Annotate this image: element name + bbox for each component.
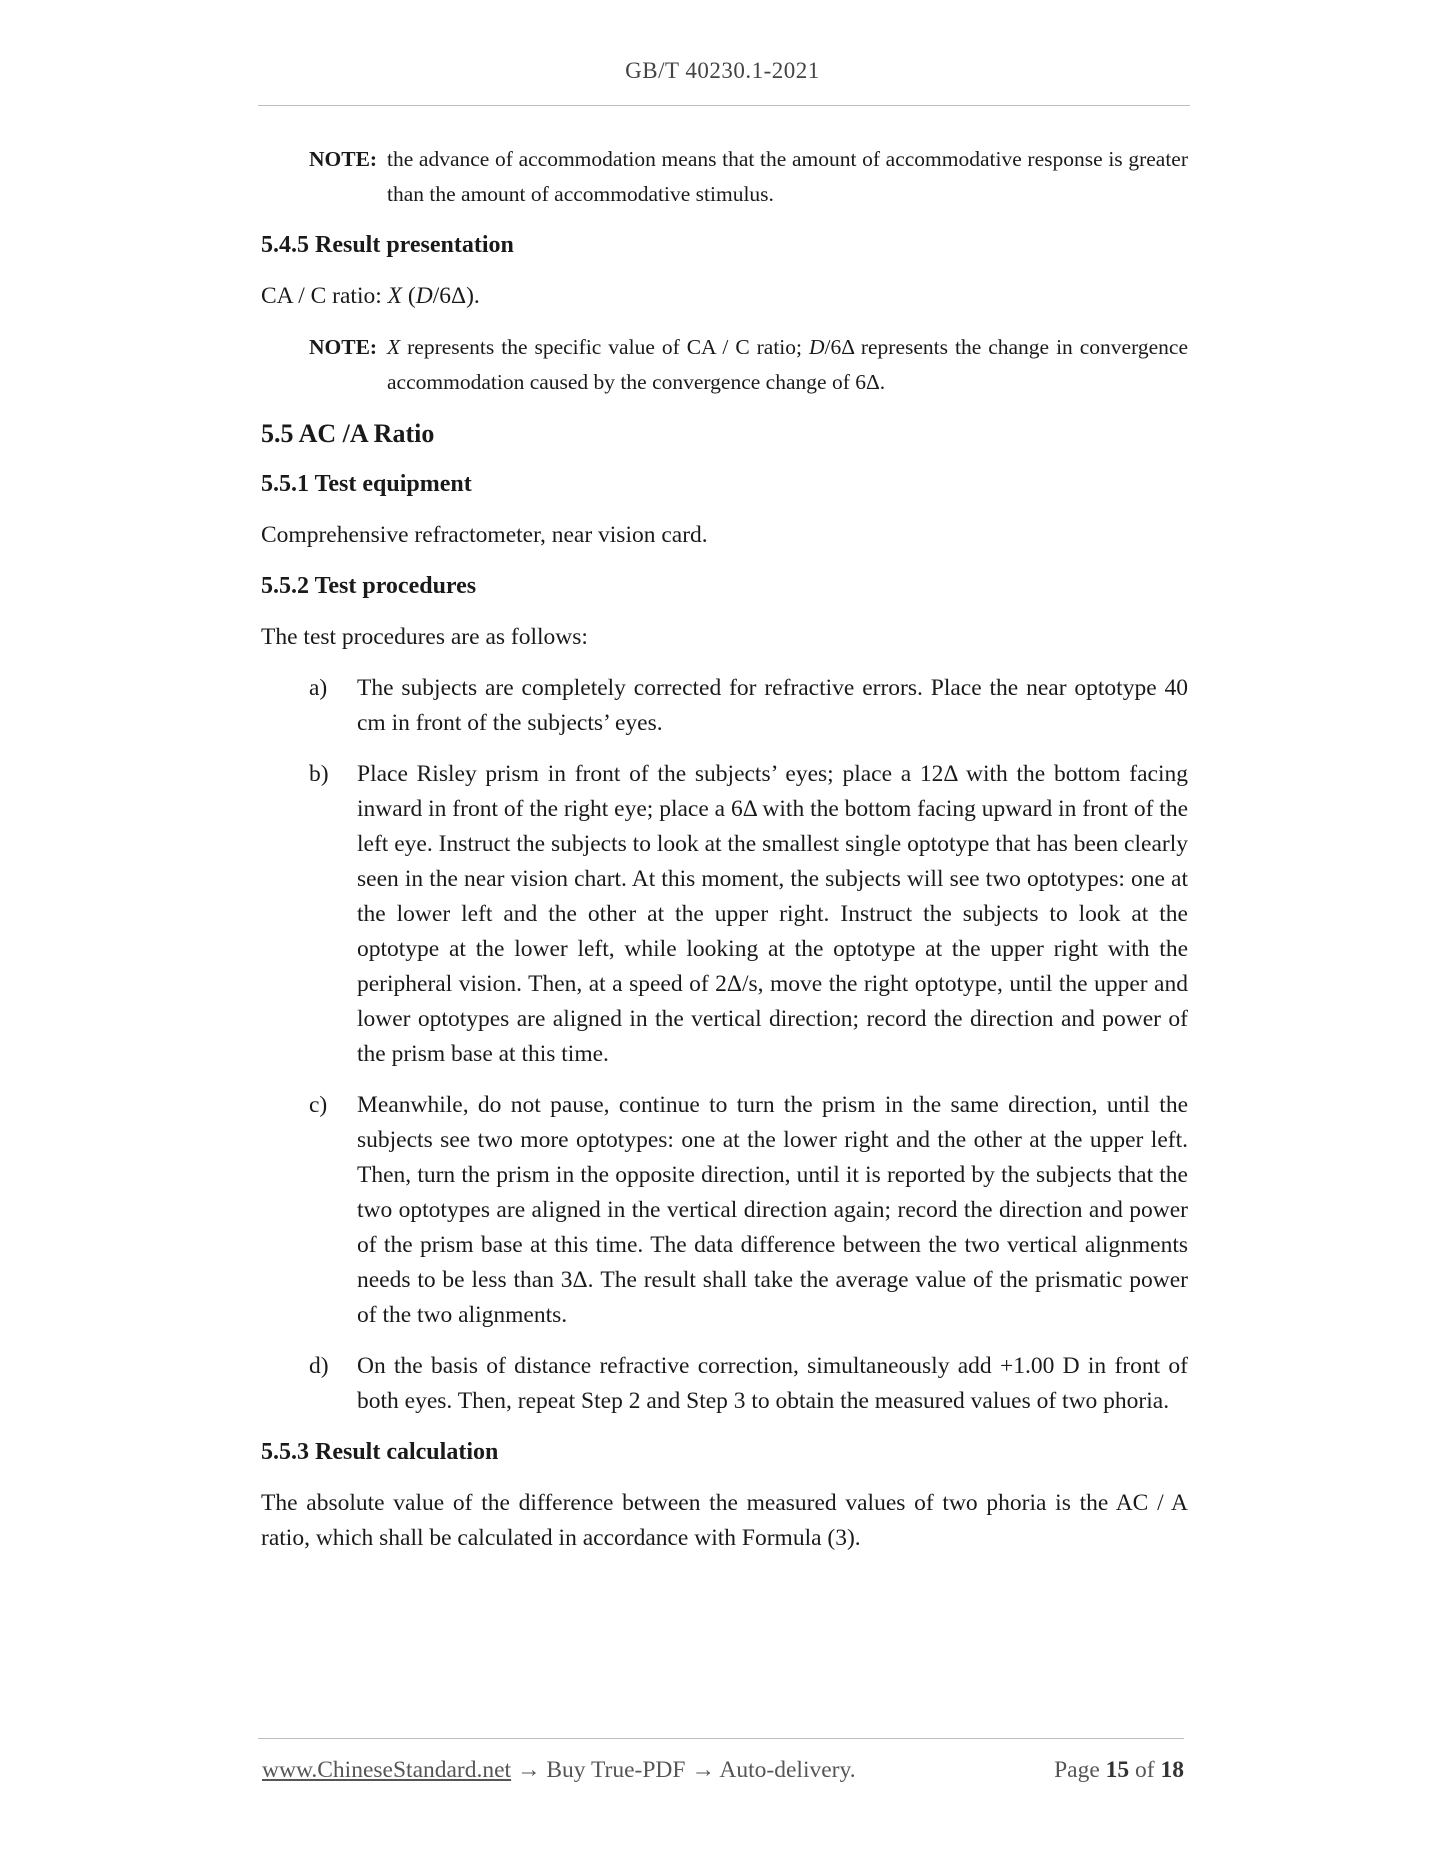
procedure-item-b bbox=[261, 757, 1188, 1072]
item-text: The subjects are completely corrected for refractive errors. Place the near optotype 40 cm in front of the subjects’ eyes. bbox=[357, 675, 1188, 736]
ca-ratio-prefix: CA / C ratio: bbox=[261, 283, 388, 309]
header-divider bbox=[258, 105, 1190, 106]
ca-ratio-open: ( bbox=[402, 283, 416, 309]
of-word: of bbox=[1129, 1757, 1161, 1783]
heading-5-5-2: 5.5.2 Test procedures bbox=[261, 573, 477, 599]
note-text: the advance of accommodation means that the amount of accommodative response is greater than the amount of accommodative stimulus. bbox=[387, 147, 1188, 206]
note-label: NOTE: bbox=[309, 147, 378, 171]
page-current: 15 bbox=[1105, 1757, 1130, 1783]
buy-text: Buy True-PDF bbox=[546, 1757, 686, 1783]
procedures-intro: The test procedures are as follows: bbox=[261, 624, 588, 650]
item-marker: d) bbox=[309, 1353, 329, 1379]
result-calculation-text: The absolute value of the difference between the measured values of two phoria is the AC / A ratio, which shall be calculated in accordance with Formula (3). bbox=[261, 1490, 1188, 1551]
note-label: NOTE: bbox=[309, 335, 378, 359]
page-indicator bbox=[1054, 1757, 1184, 1784]
procedure-item-c bbox=[261, 1088, 1188, 1333]
test-equipment-text: Comprehensive refractometer, near vision card. bbox=[261, 522, 708, 548]
page-total: 18 bbox=[1160, 1757, 1184, 1783]
item-text: On the basis of distance refractive correction, simultaneously add +1.00 D in front of both eyes. Then, repeat Step 2 and Step 3 to obtain the measured values of two phoria. bbox=[357, 1353, 1188, 1414]
item-marker: a) bbox=[309, 675, 328, 701]
procedure-item-d bbox=[261, 1349, 1188, 1419]
heading-5-4-5: 5.4.5 Result presentation bbox=[261, 232, 514, 258]
note-text-1: represents the specific value of CA / C ratio; bbox=[400, 335, 809, 359]
page-word: Page bbox=[1054, 1757, 1106, 1783]
ca-ratio-unit: /6Δ). bbox=[432, 283, 480, 309]
site-link[interactable]: www.ChineseStandard.net bbox=[262, 1757, 512, 1783]
item-text: Place Risley prism in front of the subjects’ eyes; place a 12Δ with the bottom facing inward in front of the right eye; place a 6Δ with the bottom facing upward in front of the left eye. Instruct the subjects to look at the smallest single optotype that has been clearly seen in the near vision chart. At this moment, the subjects will see two optotypes: one at the lower left and the other at the upper right. Instruct the subjects to look at the optotype at the lower left, while looking at the optotype at the upper right with the peripheral vision. Then, at a speed of 2Δ/s, move the right optotype, until the upper and lower optotypes are aligned in the vertical direction; record the direction and power of the prism base at this time. bbox=[357, 761, 1188, 1067]
arrow-1: → bbox=[511, 1757, 547, 1783]
ca-ratio-line bbox=[261, 279, 1188, 314]
note-var-d: D bbox=[808, 335, 825, 359]
heading-5-5-3: 5.5.3 Result calculation bbox=[261, 1439, 499, 1465]
ca-ratio-var-x: X bbox=[387, 283, 403, 309]
footer-promo bbox=[262, 1757, 856, 1784]
delivery-text: Auto-delivery. bbox=[719, 1757, 856, 1783]
ca-ratio-var-d: D bbox=[415, 283, 433, 309]
page-header: GB/T 40230.1-2021 bbox=[625, 58, 820, 83]
item-marker: c) bbox=[309, 1092, 328, 1118]
note-ca-ratio bbox=[261, 330, 1188, 400]
note-accommodation bbox=[261, 142, 1188, 212]
item-marker: b) bbox=[309, 761, 329, 787]
heading-5-5-1: 5.5.1 Test equipment bbox=[261, 471, 472, 497]
note-var-x: X bbox=[387, 335, 401, 359]
item-text: Meanwhile, do not pause, continue to turn the prism in the same direction, until the subjects see two more optotypes: one at the lower right and the other at the upper left. Then, turn the prism in the opposite direction, until it is reported by the subjects that the two optotypes are aligned in the vertical direction again; record the direction and power of the prism base at this time. The data difference between the two vertical alignments needs to be less than 3Δ. The result shall take the average value of the prismatic power of the two alignments. bbox=[357, 1092, 1188, 1328]
heading-5-5: 5.5 AC /A Ratio bbox=[261, 419, 435, 448]
footer-divider bbox=[258, 1738, 1184, 1739]
page-footer bbox=[262, 1757, 1184, 1791]
page-body bbox=[261, 145, 1188, 1556]
arrow-2: → bbox=[685, 1757, 720, 1783]
note-text-2: /6Δ represents the change in convergence accommodation caused by the convergence change of 6Δ. bbox=[387, 335, 1189, 394]
procedure-item-a bbox=[261, 671, 1188, 741]
